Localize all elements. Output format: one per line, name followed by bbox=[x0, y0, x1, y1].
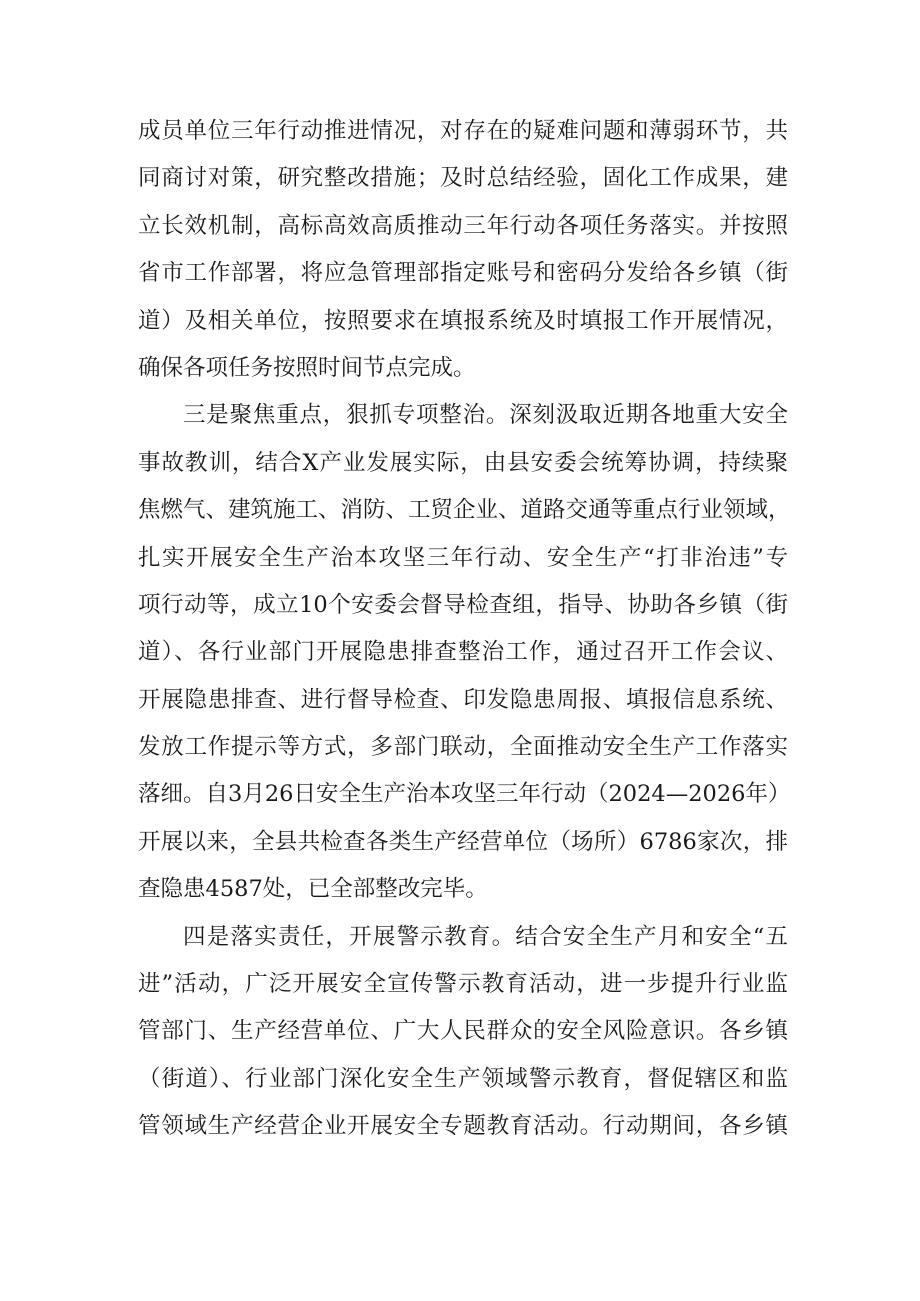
text-line: 焦燃气、建筑施工、消防、工贸企业、道路交通等重点行业领域， bbox=[138, 497, 791, 524]
text-line: 省市工作部署，将应急管理部指定账号和密码分发给各乡镇（街 bbox=[138, 260, 788, 287]
text-line: 扎实开展安全生产治本攻坚三年行动、安全生产“打非治违”专 bbox=[138, 544, 788, 571]
text-line: 同商讨对策，研究整改措施；及时总结经验，固化工作成果，建 bbox=[138, 165, 788, 192]
text-line: 四是落实责任，开展警示教育。结合安全生产月和安全“五 bbox=[183, 923, 788, 950]
paragraph-fourth-point bbox=[138, 914, 788, 1151]
text-line: 进”活动，广泛开展安全宣传警示教育活动，进一步提升行业监 bbox=[138, 971, 788, 998]
text-line: （街道）、行业部门深化安全生产领域警示教育，督促辖区和监 bbox=[138, 1065, 788, 1092]
document-body bbox=[138, 108, 791, 1151]
text-line: 道）及相关单位，按照要求在填报系统及时填报工作开展情况， bbox=[138, 307, 788, 334]
text-line: 管部门、生产经营单位、广大人民群众的安全风险意识。各乡镇 bbox=[138, 1018, 788, 1045]
text-line: 开展以来，全县共检查各类生产经营单位（场所）6786家次，排 bbox=[138, 828, 788, 855]
text-line: 开展隐患排查、进行督导检查、印发隐患周报、填报信息系统、 bbox=[138, 686, 788, 713]
text-line: 落细。自3月26日安全生产治本攻坚三年行动（2024—2026年） bbox=[138, 781, 791, 808]
text-line: 三是聚焦重点，狠抓专项整治。深刻汲取近期各地重大安全 bbox=[183, 402, 788, 429]
text-line: 确保各项任务按照时间节点完成。 bbox=[138, 354, 476, 381]
text-line: 道）、各行业部门开展隐患排查整治工作，通过召开工作会议、 bbox=[138, 639, 788, 666]
text-line: 管领域生产经营企业开展安全专题教育活动。行动期间，各乡镇 bbox=[138, 1113, 788, 1140]
paragraph-continued bbox=[138, 108, 788, 392]
text-line: 成员单位三年行动推进情况，对存在的疑难问题和薄弱环节，共 bbox=[138, 118, 788, 144]
text-line: 查隐患4587处，已全部整改完毕。 bbox=[138, 876, 488, 903]
text-line: 立长效机制，高标高效高质推动三年行动各项任务落实。并按照 bbox=[138, 212, 788, 239]
text-line: 事故教训，结合X产业发展实际，由县安委会统筹协调，持续聚 bbox=[138, 449, 788, 476]
text-line: 项行动等，成立10个安委会督导检查组，指导、协助各乡镇（街 bbox=[138, 591, 788, 618]
text-line: 发放工作提示等方式，多部门联动，全面推动安全生产工作落实 bbox=[138, 734, 788, 761]
paragraph-third-point bbox=[138, 392, 791, 913]
